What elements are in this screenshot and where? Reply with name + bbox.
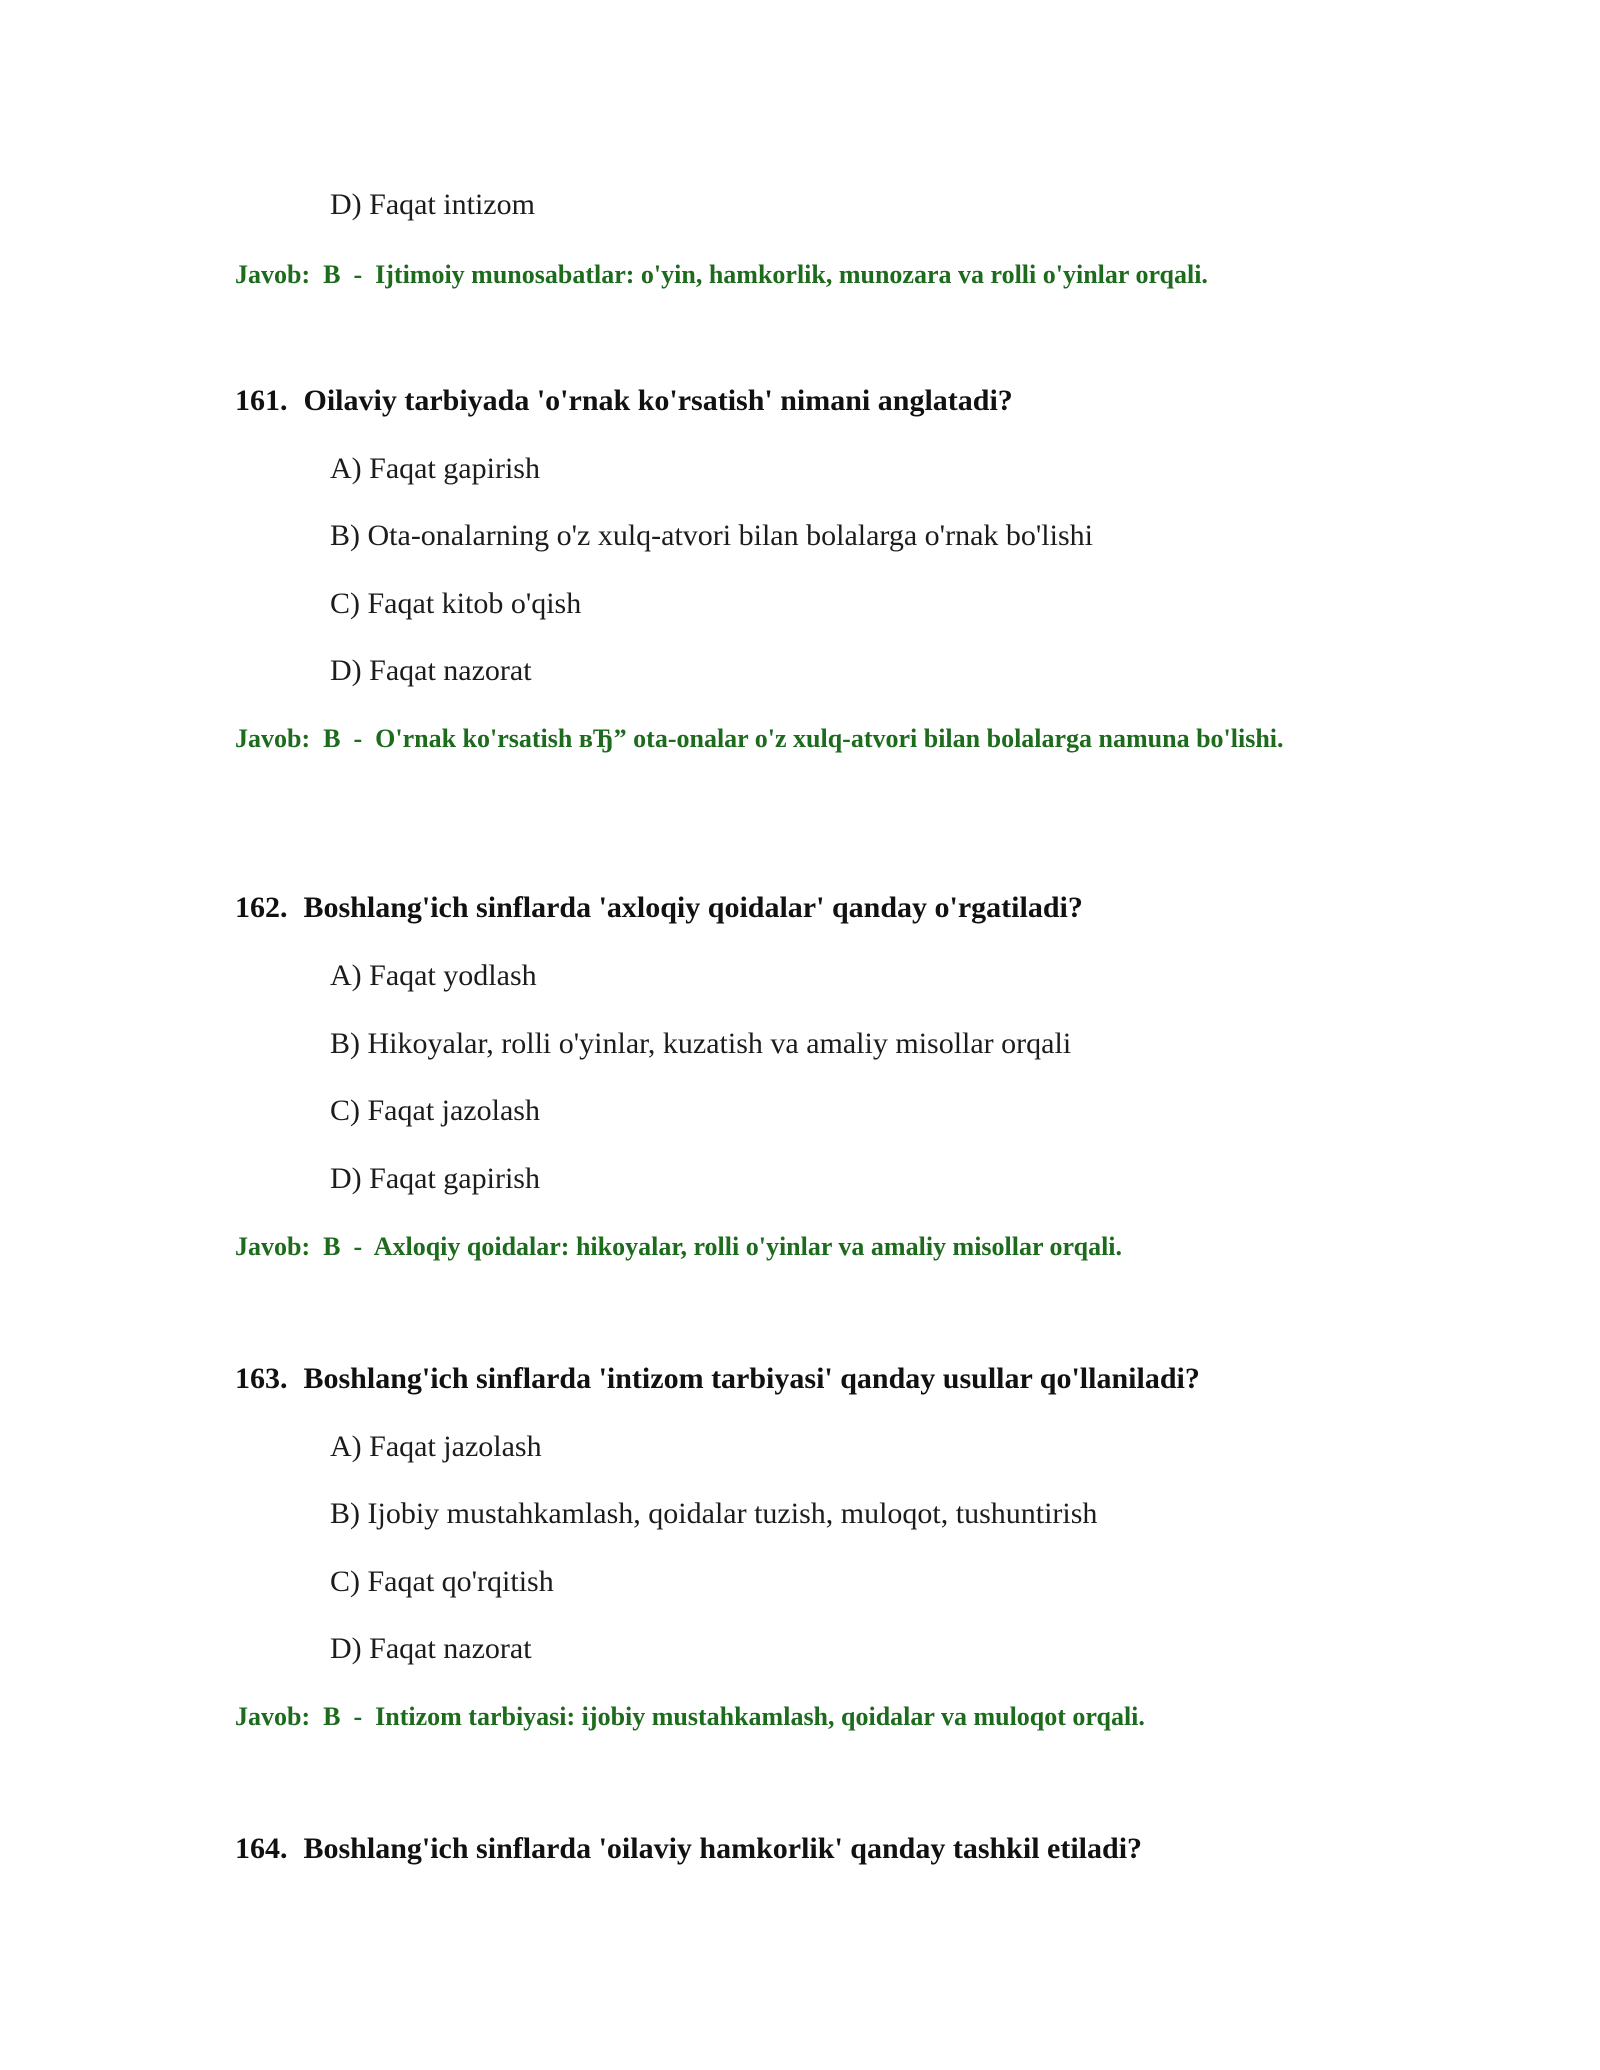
option-a: A) Faqat yodlash xyxy=(330,959,537,992)
answer-dash: - xyxy=(353,724,363,753)
question-text: Boshlang'ich sinflarda 'intizom tarbiyasi' qanday usullar qo'llaniladi? xyxy=(303,1362,1200,1395)
option-b: B) Ota-onalarning o'z xulq-atvori bilan bolalarga o'rnak bo'lishi xyxy=(330,519,1093,552)
option-c: C) Faqat qo'rqitish xyxy=(330,1565,554,1598)
answer-letter: B xyxy=(323,724,341,753)
question-163 xyxy=(235,1362,1200,1396)
answer-text: O'rnak ko'rsatish вЂ” ota-onalar o'z xulq-atvori bilan bolalarga namuna bo'lishi. xyxy=(375,724,1284,753)
question-number: 161. xyxy=(235,384,288,417)
option-d: D) Faqat gapirish xyxy=(330,1162,540,1195)
option-a: A) Faqat gapirish xyxy=(330,452,540,485)
answer-letter: B xyxy=(323,260,341,289)
option-d: D) Faqat nazorat xyxy=(330,654,532,687)
question-164 xyxy=(235,1832,1142,1866)
answer-dash: - xyxy=(353,1702,363,1731)
option-d: D) Faqat intizom xyxy=(330,188,535,221)
answer-line xyxy=(235,720,1335,758)
answer-label: Javob: xyxy=(235,1702,311,1731)
question-text: Boshlang'ich sinflarda 'oilaviy hamkorlik' qanday tashkil etiladi? xyxy=(303,1832,1143,1865)
option-b: B) Hikoyalar, rolli o'yinlar, kuzatish va amaliy misollar orqali xyxy=(330,1027,1072,1060)
answer-line xyxy=(235,256,1335,294)
option-a: A) Faqat jazolash xyxy=(330,1430,542,1463)
option-b: B) Ijobiy mustahkamlash, qoidalar tuzish, muloqot, tushuntirish xyxy=(330,1497,1098,1530)
question-number: 162. xyxy=(235,891,288,924)
answer-line xyxy=(235,1698,1335,1736)
question-number: 164. xyxy=(235,1832,288,1865)
option-d: D) Faqat nazorat xyxy=(330,1632,532,1665)
answer-letter: B xyxy=(323,1232,341,1261)
answer-text: Ijtimoiy munosabatlar: o'yin, hamkorlik, munozara va rolli o'yinlar orqali. xyxy=(375,260,1208,289)
option-c: C) Faqat kitob o'qish xyxy=(330,587,582,620)
answer-text: Axloqiy qoidalar: hikoyalar, rolli o'yinlar va amaliy misollar orqali. xyxy=(373,1232,1123,1261)
answer-letter: B xyxy=(323,1702,341,1731)
question-text: Oilaviy tarbiyada 'o'rnak ko'rsatish' nimani anglatadi? xyxy=(303,384,1013,417)
option-c: C) Faqat jazolash xyxy=(330,1094,540,1127)
answer-dash: - xyxy=(353,1232,363,1261)
answer-text: Intizom tarbiyasi: ijobiy mustahkamlash, qoidalar va muloqot orqali. xyxy=(375,1702,1145,1731)
answer-label: Javob: xyxy=(235,1232,311,1261)
answer-label: Javob: xyxy=(235,260,311,289)
question-number: 163. xyxy=(235,1362,288,1395)
question-161 xyxy=(235,384,1013,418)
question-text: Boshlang'ich sinflarda 'axloqiy qoidalar' qanday o'rgatiladi? xyxy=(303,891,1083,924)
answer-dash: - xyxy=(353,260,363,289)
answer-label: Javob: xyxy=(235,724,311,753)
answer-line xyxy=(235,1228,1335,1266)
question-162 xyxy=(235,891,1083,925)
